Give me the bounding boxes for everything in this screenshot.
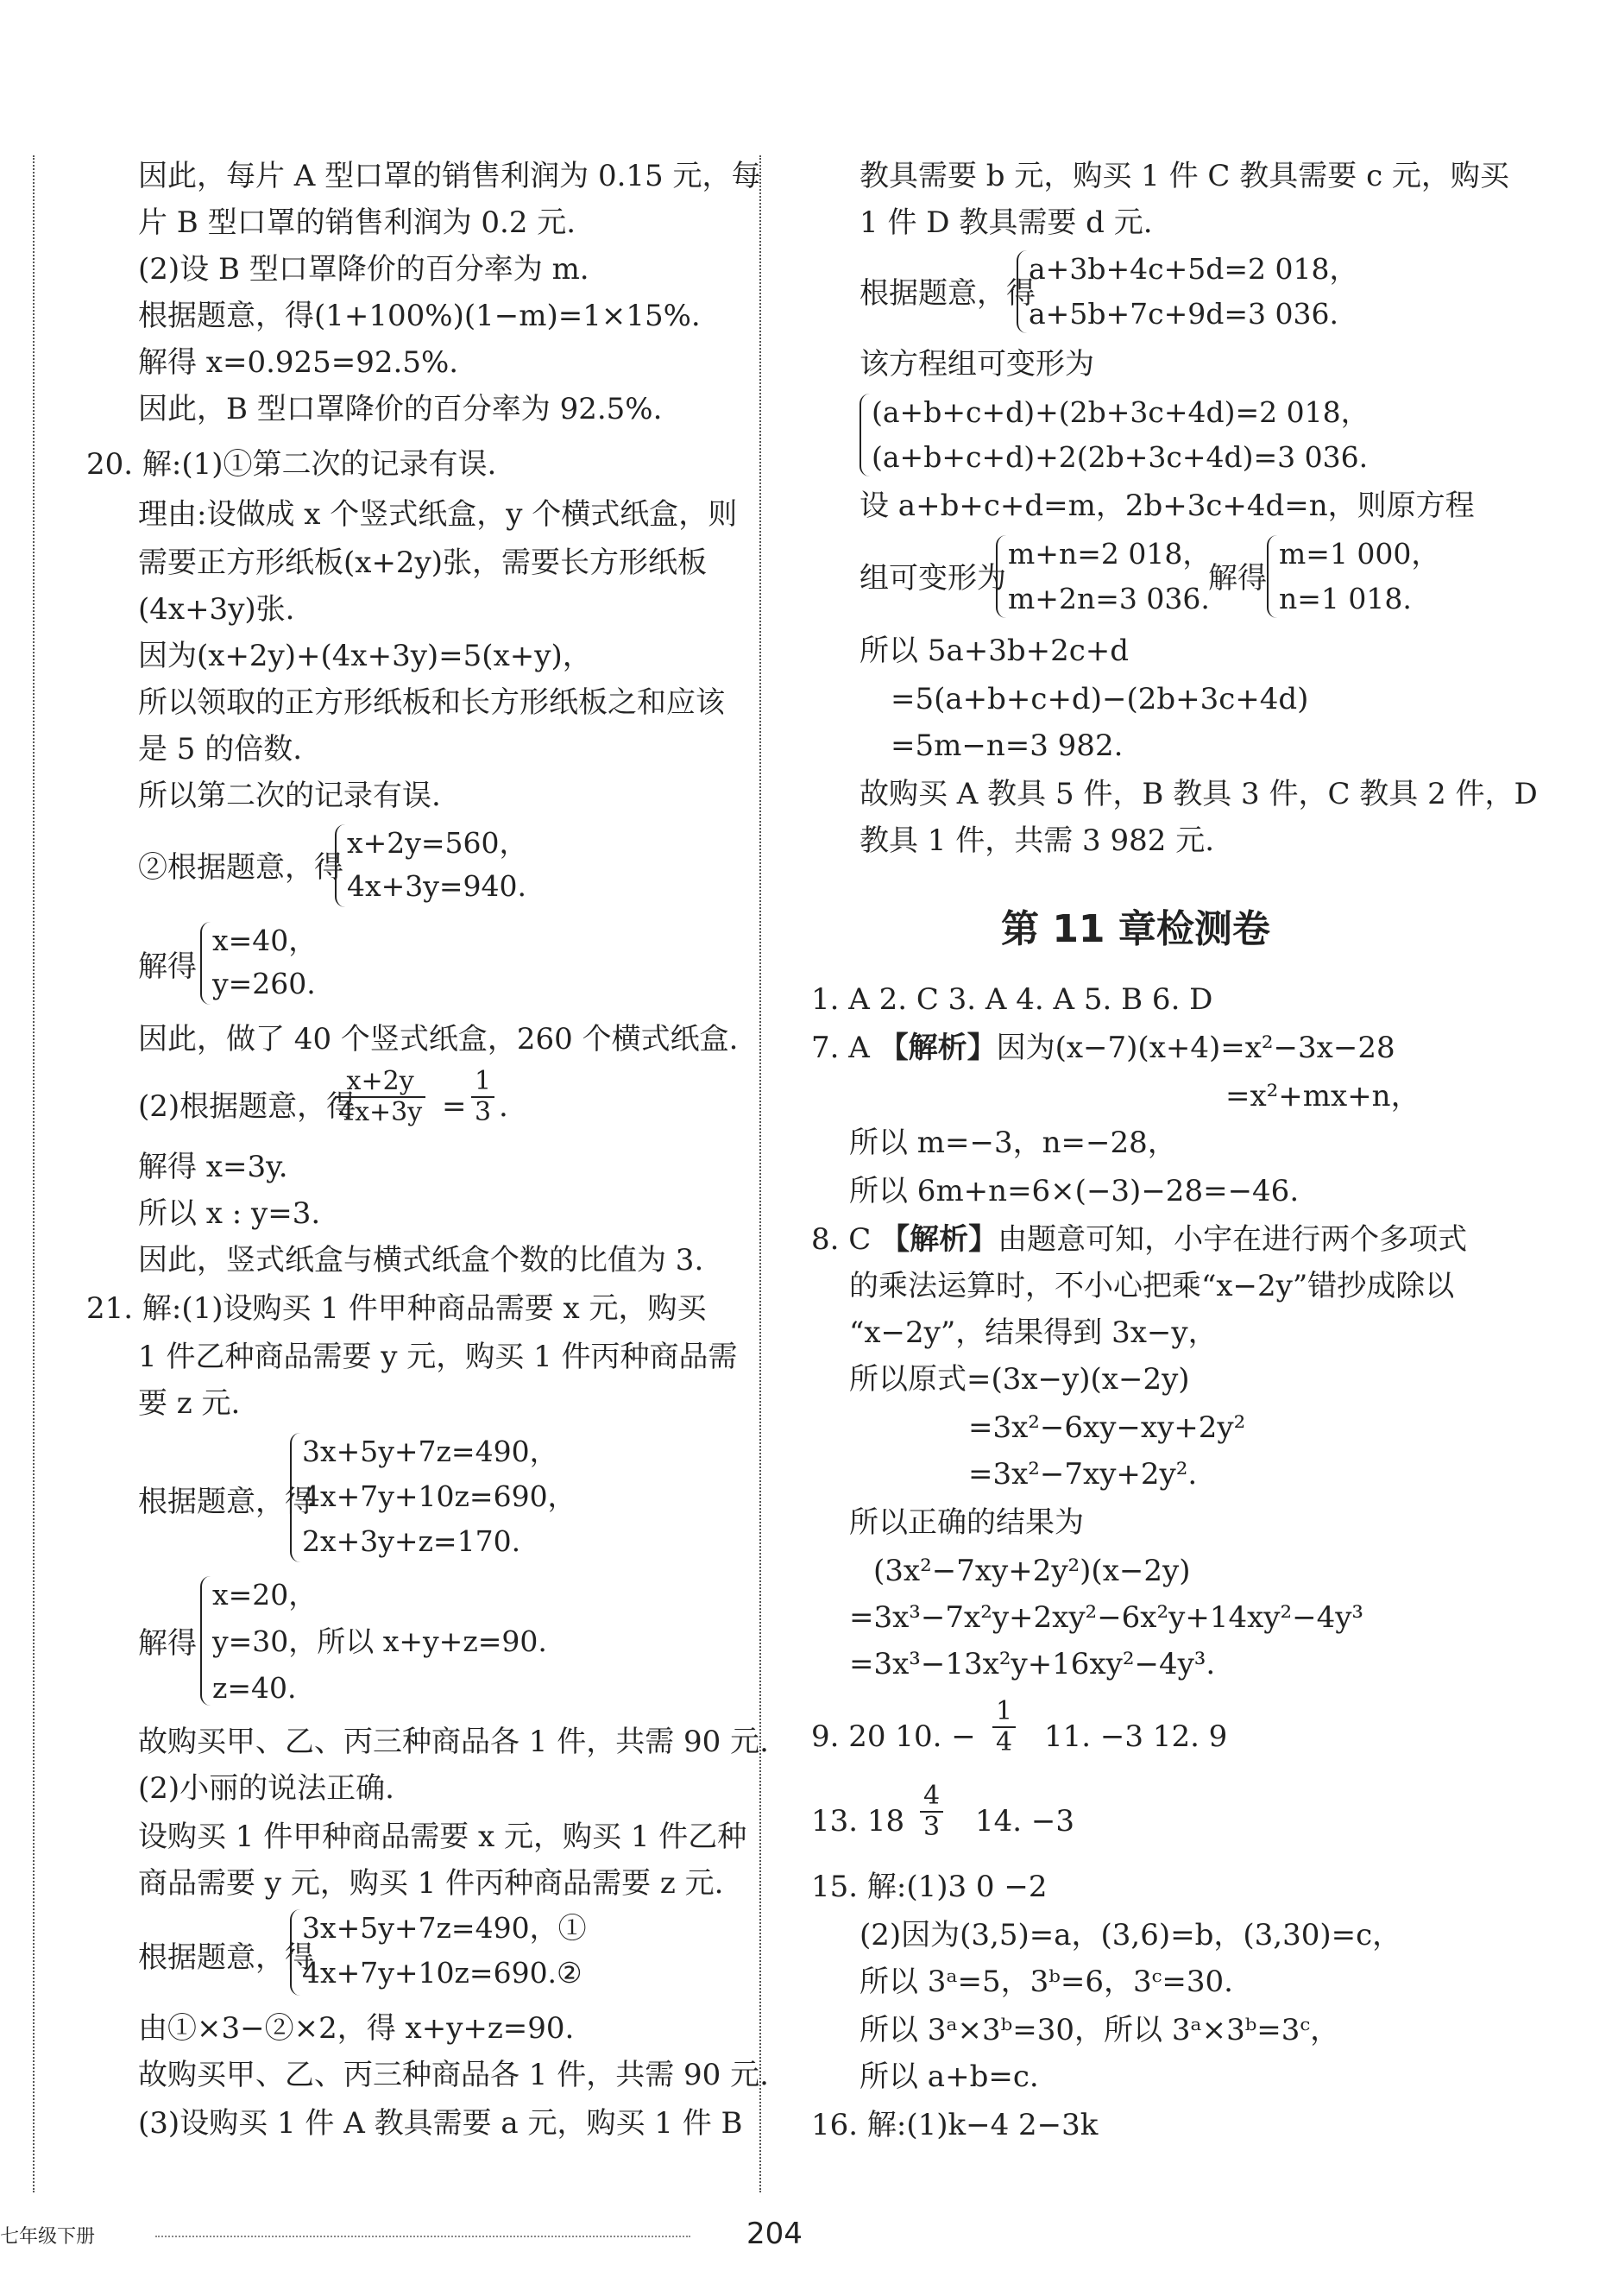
text-line: (4x+3y)张. [138, 592, 295, 627]
equation: x=20， [212, 1578, 318, 1612]
answer-line [811, 1029, 1395, 1067]
denominator: 4x+3y [338, 1097, 423, 1127]
analysis-tag: 【解析】 [880, 1222, 998, 1257]
page-number: 204 [746, 2217, 803, 2251]
text-line: 组可变形为 [860, 561, 1006, 596]
text-line: 商品需要 y 元，购买 1 件丙种商品需要 z 元. [138, 1866, 724, 1901]
text-line: 教具需要 b 元，购买 1 件 C 教具需要 c 元，购买 [860, 159, 1509, 193]
equation: x=40， [212, 924, 318, 957]
equation: a+3b+4c+5d=2 018， [1029, 252, 1358, 286]
analysis-tag: 【解析】 [878, 1031, 997, 1065]
text-line: 该方程组可变形为 [860, 347, 1094, 382]
fraction [992, 1697, 1016, 1757]
answer-line: 16. 解:(1)k−4 2−3k [811, 2108, 1099, 2142]
answer-line [811, 1221, 1467, 1258]
text-line: 因此，B 型口罩降价的百分率为 92.5%. [138, 392, 663, 426]
text-line: 所以 3ᵃ×3ᵇ=30，所以 3ᵃ×3ᵇ=3ᶜ， [860, 2013, 1340, 2047]
fraction [471, 1067, 494, 1127]
text-line: 解得 x=3y. [138, 1150, 288, 1184]
text-line: 故购买 A 教具 5 件，B 教具 3 件，C 教具 2 件，D [860, 777, 1538, 811]
equation-system [335, 824, 542, 907]
text-line: 1 件 D 教具需要 d 元. [860, 205, 1153, 240]
problem-20-heading: 20. 解:(1)①第二次的记录有误. [86, 447, 497, 482]
answer-line: 14. −3 [975, 1804, 1074, 1839]
fraction [920, 1782, 943, 1842]
equation: a+5b+7c+9d=3 036. [1029, 297, 1338, 331]
equation-system [200, 922, 338, 1005]
answer-line: 11. −3 12. 9 [1044, 1719, 1228, 1754]
text-line: 解得 [1208, 561, 1267, 596]
text-line: 设购买 1 件甲种商品需要 x 元，购买 1 件乙种 [138, 1820, 747, 1854]
text-line: 所以 5a+3b+2c+d [860, 634, 1130, 668]
text-line: 所以正确的结果为 [849, 1505, 1084, 1540]
text-line: (2)因为(3,5)=a，(3,6)=b，(3,30)=c， [860, 1918, 1402, 1952]
equation-system [1017, 250, 1379, 333]
text-line: 1 件乙种商品需要 y 元，购买 1 件丙种商品需 [138, 1340, 738, 1374]
text-line: 需要正方形纸板(x+2y)张，需要长方形纸板 [138, 546, 708, 580]
text-line: (2)小丽的说法正确. [138, 1771, 394, 1806]
equation: 4x+7y+10z=690， [302, 1479, 576, 1513]
text-line: 解得 x=0.925=92.5%. [138, 345, 459, 380]
text-line: 所以原式=(3x−y)(x−2y) [849, 1362, 1190, 1397]
denominator: 3 [923, 1812, 941, 1842]
text-line: 所以 6m+n=6×(−3)−28=−46. [849, 1174, 1300, 1208]
equation-system [200, 1576, 597, 1706]
text-line: 所以 x : y=3. [138, 1196, 321, 1231]
text-line: 因此，每片 A 型口罩的销售利润为 0.15 元，每 [138, 159, 761, 193]
text-line: ②根据题意，得 [138, 850, 343, 885]
text-line: 解得 [138, 949, 197, 984]
equation: n=1 018. [1279, 582, 1412, 615]
problem-21-heading: 21. 解:(1)设购买 1 件甲种商品需要 x 元，购买 [86, 1291, 707, 1326]
equation: z=40. [212, 1671, 297, 1705]
text-line: =5m−n=3 982. [891, 729, 1124, 763]
answer-choice: 8. C [811, 1222, 881, 1257]
equation: m+n=2 018， [1008, 537, 1212, 571]
numerator: x+2y [335, 1067, 425, 1098]
equation: 4x+3y=940. [347, 869, 527, 903]
text-line: 片 B 型口罩的销售利润为 0.2 元. [138, 205, 576, 240]
footer-grade-label: 七年级下册 [0, 2226, 96, 2248]
period: . [499, 1089, 508, 1124]
equation: x+2y=560， [347, 826, 528, 860]
text-line: 所以 a+b=c. [860, 2059, 1039, 2094]
text-line: 因此，竖式纸盒与横式纸盒个数的比值为 3. [138, 1243, 704, 1277]
text-line: “x−2y”，结果得到 3x−y， [849, 1315, 1218, 1350]
text-line: 因此，做了 40 个竖式纸盒，260 个横式纸盒. [138, 1022, 739, 1057]
equation: m=1 000， [1279, 537, 1440, 571]
equation-system [1267, 535, 1439, 618]
equation-system [996, 535, 1212, 618]
answer-choice: 7. A [811, 1031, 879, 1065]
text-line: 根据题意，得 [138, 1485, 314, 1519]
text-line: 解得 [138, 1626, 197, 1661]
numerator: 1 [471, 1067, 494, 1098]
numerator: 4 [920, 1782, 943, 1813]
equation: 3x+5y+7z=490，① [302, 1911, 587, 1945]
answer-line: 1. A 2. C 3. A 4. A 5. B 6. D [811, 982, 1213, 1017]
equation: m+2n=3 036. [1008, 582, 1210, 615]
analysis-text: 由题意可知，小宇在进行两个多项式 [998, 1222, 1468, 1257]
analysis-text: 因为(x−7)(x+4)=x²−3x−28 [996, 1031, 1395, 1065]
text-line: 所以第二次的记录有误. [138, 779, 441, 813]
text-line: 所以领取的正方形纸板和长方形纸板之和应该 [138, 685, 725, 720]
text-line: 教具 1 件，共需 3 982 元. [860, 823, 1215, 858]
answer-line: 15. 解:(1)3 0 −2 [811, 1870, 1048, 1904]
equation-system [290, 1909, 635, 1996]
fraction [335, 1067, 425, 1127]
equation: y=30，所以 x+y+z=90. [212, 1624, 547, 1658]
equation: y=260. [212, 967, 316, 1000]
equation-system [290, 1433, 583, 1562]
text-line: =3x³−7x²y+2xy²−6x²y+14xy²−4y³ [849, 1600, 1364, 1635]
text-line: (2)根据题意，得 [138, 1089, 356, 1124]
text-line: (3)设购买 1 件 A 教具需要 a 元，购买 1 件 B [138, 2106, 743, 2141]
text-line: 因为(x+2y)+(4x+3y)=5(x+y)， [138, 639, 592, 673]
text-line: 故购买甲、乙、丙三种商品各 1 件，共需 90 元. [138, 2058, 769, 2092]
text-line: 是 5 的倍数. [138, 732, 303, 766]
numerator: 1 [992, 1697, 1016, 1728]
text-line: 所以 m=−3，n=−28， [849, 1126, 1177, 1160]
text-line: 根据题意，得 [860, 276, 1036, 311]
footer-rule [155, 2236, 690, 2237]
text-line: 的乘法运算时，不小心把乘“x−2y”错抄成除以 [849, 1269, 1455, 1303]
text-line: (2)设 B 型口罩降价的百分率为 m. [138, 252, 589, 287]
text-line: =x²+mx+n， [1225, 1079, 1420, 1113]
text-line: 故购买甲、乙、丙三种商品各 1 件，共需 90 元. [138, 1725, 769, 1759]
section-heading: 第 11 章检测卷 [1001, 907, 1270, 951]
equation: 2x+3y+z=170. [302, 1524, 521, 1558]
text-line: =5(a+b+c+d)−(2b+3c+4d) [891, 682, 1309, 716]
text-line: (3x²−7xy+2y²)(x−2y) [873, 1554, 1191, 1588]
left-margin-dots [33, 155, 35, 2192]
denominator: 4 [996, 1727, 1013, 1757]
equation: (a+b+c+d)+2(2b+3c+4d)=3 036. [872, 440, 1369, 474]
center-gutter-dots [759, 155, 761, 2192]
text-line: 所以 3ᵃ=5，3ᵇ=6，3ᶜ=30. [860, 1965, 1233, 1999]
text-line: 根据题意，得(1+100%)(1−m)=1×15%. [138, 299, 701, 333]
equation-system [860, 394, 1412, 476]
answer-line: 9. 20 10. − [811, 1719, 976, 1754]
text-line: 理由:设做成 x 个竖式纸盒，y 个横式纸盒，则 [138, 497, 738, 532]
equals: = [442, 1089, 467, 1124]
text-line: 由①×3−②×2，得 x+y+z=90. [138, 2011, 575, 2046]
equation: (a+b+c+d)+(2b+3c+4d)=2 018， [872, 395, 1370, 429]
answer-line: 13. 18 [811, 1804, 905, 1839]
equation: 4x+7y+10z=690.② [302, 1956, 582, 1990]
text-line: =3x²−6xy−xy+2y² [968, 1410, 1246, 1445]
text-line: =3x²−7xy+2y². [968, 1457, 1198, 1492]
text-line: =3x³−13x²y+16xy²−4y³. [849, 1647, 1216, 1681]
text-line: 设 a+b+c+d=m，2b+3c+4d=n，则原方程 [860, 489, 1475, 523]
text-line: 要 z 元. [138, 1386, 241, 1421]
equation: 3x+5y+7z=490， [302, 1435, 558, 1468]
text-line: 根据题意，得 [138, 1940, 314, 1975]
denominator: 3 [475, 1097, 492, 1127]
